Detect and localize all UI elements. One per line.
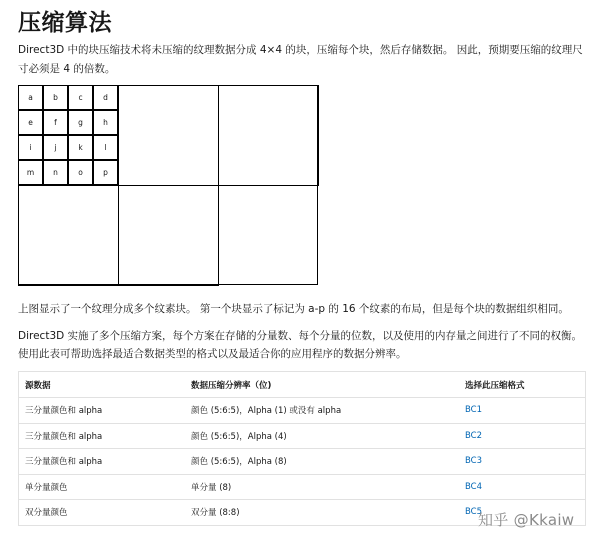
intro-paragraph: Direct3D 中的块压缩技术将未压缩的纹理数据分成 4×4 的块，压缩每个块，然后存储数据。 因此，预期要压缩的纹理尺寸必须是 4 的倍数。 bbox=[18, 44, 583, 75]
texel-cell-o: o bbox=[68, 160, 93, 185]
texel-cell-g: g bbox=[68, 110, 93, 135]
table-row bbox=[19, 398, 586, 424]
source-data-cell: 三分量颜色和 alpha bbox=[19, 398, 186, 424]
format-link[interactable]: BC4 bbox=[459, 474, 586, 500]
texel-cell-d: d bbox=[93, 85, 118, 110]
watermark: 知乎 @Kkaiw bbox=[478, 511, 575, 529]
table-header-row bbox=[19, 372, 586, 398]
table-row bbox=[19, 449, 586, 475]
table-row bbox=[19, 423, 586, 449]
texel-cell-h: h bbox=[93, 110, 118, 135]
header-resolution: 数据压缩分辨率（位) bbox=[185, 372, 459, 398]
compression-description: Direct3D 实施了多个压缩方案，每个方案在存储的分量数、每个分量的位数，以及使用的内存量之间进行了不同的权衡。 使用此表可帮助选择最适合数据类型的格式以及最适合你的应用程序的数据分辨率。 bbox=[18, 330, 583, 360]
source-data-cell: 三分量颜色和 alpha bbox=[19, 423, 186, 449]
resolution-cell: 颜色 (5:6:5)，Alpha (8) bbox=[185, 449, 459, 475]
texel-cell-l: l bbox=[93, 135, 118, 160]
resolution-cell: 双分量 (8:8) bbox=[185, 500, 459, 526]
figure-caption: 上图显示了一个纹理分成多个纹素块。 第一个块显示了标记为 a-p 的 16 个纹素的布局，但是每个块的数据组织相同。 bbox=[18, 303, 569, 315]
format-link[interactable]: BC5 bbox=[459, 500, 586, 526]
texel-cell-i: i bbox=[18, 135, 43, 160]
header-source-data: 源数据 bbox=[19, 372, 186, 398]
texel-cell-n: n bbox=[43, 160, 68, 185]
header-format: 选择此压缩格式 bbox=[459, 372, 586, 398]
format-link[interactable]: BC2 bbox=[459, 423, 586, 449]
texel-cell-k: k bbox=[68, 135, 93, 160]
block-3 bbox=[218, 85, 319, 186]
texel-cell-c: c bbox=[68, 85, 93, 110]
block-4 bbox=[18, 185, 119, 286]
texel-cell-f: f bbox=[43, 110, 68, 135]
block-5 bbox=[118, 185, 219, 286]
page-title: 压缩算法 bbox=[18, 10, 112, 36]
texel-cell-e: e bbox=[18, 110, 43, 135]
texel-cell-p: p bbox=[93, 160, 118, 185]
texel-cell-j: j bbox=[43, 135, 68, 160]
texture-block-diagram bbox=[18, 85, 318, 285]
texel-cell-b: b bbox=[43, 85, 68, 110]
block-2 bbox=[118, 85, 219, 186]
format-link[interactable]: BC3 bbox=[459, 449, 586, 475]
texel-cell-a: a bbox=[18, 85, 43, 110]
texel-cell-m: m bbox=[18, 160, 43, 185]
resolution-cell: 单分量 (8) bbox=[185, 474, 459, 500]
source-data-cell: 三分量颜色和 alpha bbox=[19, 449, 186, 475]
resolution-cell: 颜色 (5:6:5)，Alpha (1) 或没有 alpha bbox=[185, 398, 459, 424]
source-data-cell: 双分量颜色 bbox=[19, 500, 186, 526]
compression-format-table bbox=[18, 371, 586, 526]
format-link[interactable]: BC1 bbox=[459, 398, 586, 424]
table-row bbox=[19, 474, 586, 500]
resolution-cell: 颜色 (5:6:5)，Alpha (4) bbox=[185, 423, 459, 449]
source-data-cell: 单分量颜色 bbox=[19, 474, 186, 500]
